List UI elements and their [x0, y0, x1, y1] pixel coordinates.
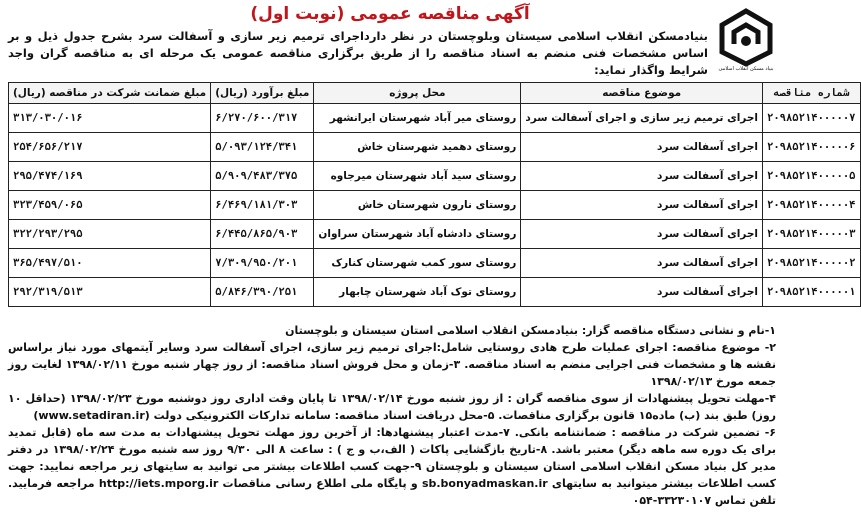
cell-tender-number: ۲۰۹۸۵۲۱۴۰۰۰۰۰۵: [763, 162, 861, 191]
bonyad-maskan-logo-icon: [716, 8, 776, 66]
table-row: [9, 162, 861, 191]
page-title: آگهی مناقصه عمومی (نوبت اول): [250, 4, 530, 24]
table-row: [9, 278, 861, 307]
cell-estimate: ۷/۳۰۹/۹۵۰/۲۰۱: [211, 249, 314, 278]
table-row: [9, 249, 861, 278]
cell-location: روستای دهمید شهرستان خاش: [314, 133, 521, 162]
cell-subject: اجرای ترمیم زیر سازی و اجرای آسفالت سرد: [521, 104, 763, 133]
cell-location: روستای سید آباد شهرستان میرجاوه: [314, 162, 521, 191]
cell-tender-number: ۲۰۹۸۵۲۱۴۰۰۰۰۰۷: [763, 104, 861, 133]
cell-guarantee: ۳۲۲/۲۹۳/۲۹۵: [9, 220, 211, 249]
tender-table: [8, 82, 861, 307]
cell-guarantee: ۲۹۲/۳۱۹/۵۱۳: [9, 278, 211, 307]
cell-estimate: ۵/۹۰۹/۴۸۳/۳۷۵: [211, 162, 314, 191]
cell-subject: اجرای آسفالت سرد: [521, 133, 763, 162]
cell-subject: اجرای آسفالت سرد: [521, 220, 763, 249]
cell-guarantee: ۳۱۳/۰۳۰/۰۱۶: [9, 104, 211, 133]
header-guarantee: مبلغ ضمانت شرکت در مناقصه (ریال): [9, 83, 211, 104]
cell-estimate: ۶/۲۷۰/۶۰۰/۳۱۷: [211, 104, 314, 133]
header-estimate: مبلغ برآورد (ریال): [211, 83, 314, 104]
cell-location: روستای نارون شهرستان خاش: [314, 191, 521, 220]
cell-tender-number: ۲۰۹۸۵۲۱۴۰۰۰۰۰۲: [763, 249, 861, 278]
cell-tender-number: ۲۰۹۸۵۲۱۴۰۰۰۰۰۴: [763, 191, 861, 220]
cell-estimate: ۶/۴۴۵/۸۶۵/۹۰۳: [211, 220, 314, 249]
paragraph-guarantee-and-opening: ۶- تضمین شرکت در مناقصه : ضمانتنامه بانکی. ۷-مدت اعتبار پیشنهادها: از آخرین روز مهلت تحویل پیشنهادات به مدت سه ماه (قابل تمدید برای یک دوره سه ماهه دیگر) معتبر باشد. ۸-تاریخ بازگشایی پاکات ( الف،ب و ج ) : ساعت ۸ الی ۹/۳۰ روز سه شنبه مورخ ۱۳۹۸/۰۲/۲۴ در دفتر مدیر کل بنیاد مسکن انقلاب اسلامی استان سیستان و بلوچستان ۹-جهت کسب اطلاعات بیشتر می توانید به سایتهای زیر مراجعه نمایید: جهت کسب اطلاعات بیشتر میتوانید به سایتهای sb.bonyadmaskan.ir و پایگاه ملی اطلاع رسانی مناقصات http://iets.mporg.ir مراجعه فرمایید. تلفن تماس ۳۳۲۳۰۱۰۷-۰۵۴: [8, 426, 777, 507]
cell-estimate: ۵/۰۹۳/۱۲۴/۳۴۱: [211, 133, 314, 162]
cell-guarantee: ۲۹۵/۴۷۴/۱۶۹: [9, 162, 211, 191]
notice-body: [8, 322, 776, 509]
cell-tender-number: ۲۰۹۸۵۲۱۴۰۰۰۰۰۶: [763, 133, 861, 162]
cell-guarantee: ۳۶۵/۴۹۷/۵۱۰: [9, 249, 211, 278]
cell-subject: اجرای آسفالت سرد: [521, 162, 763, 191]
cell-subject: اجرای آسفالت سرد: [521, 278, 763, 307]
header-tender-number: شماره مناقصه: [763, 83, 861, 104]
paragraph-subject-and-sale: ۲- موضوع مناقصه: اجرای عملیات طرح هادی روستایی شامل:اجرای ترمیم زیر سازی، اجرای آسفالت سرد وسایر آیتمهای مورد نیاز براساس نقشه ها و مشخصات فنی اجرایی منضم به اسناد مناقصه. ۳-زمان و محل فروش اسناد مناقصه: از روز چهار شنبه مورخ ۱۳۹۸/۰۲/۱۱ لغایت روز جمعه مورخ ۱۳۹۸/۰۲/۱۳: [8, 341, 776, 388]
table-row: [9, 220, 861, 249]
logo: [716, 8, 776, 78]
intro-text: بنیادمسکن انقلاب اسلامی سیستان وبلوچستان در نظر دارداجرای ترمیم زیر سازی و آسفالت سرد بشرح جدول ذیل و بر اساس مشخصات فنی منضم به اسناد مناقصه را از طریق برگزاری مناقصه عمومی یک مرحله ای به مناقصه گران واجد شرایط واگذار نماید:: [8, 29, 708, 77]
cell-tender-number: ۲۰۹۸۵۲۱۴۰۰۰۰۰۱: [763, 278, 861, 307]
cell-guarantee: ۳۲۳/۴۵۹/۰۶۵: [9, 191, 211, 220]
header-location: محل پروژه: [314, 83, 521, 104]
table-row: [9, 191, 861, 220]
table-header-row: [9, 83, 861, 104]
cell-location: روستای میر آباد شهرستان ایرانشهر: [314, 104, 521, 133]
table-row: [9, 104, 861, 133]
cell-subject: اجرای آسفالت سرد: [521, 191, 763, 220]
cell-estimate: ۵/۸۴۶/۳۹۰/۲۵۱: [211, 278, 314, 307]
paragraph-deadline: ۴-مهلت تحویل پیشنهادات از سوی مناقصه گران : از روز شنبه مورخ ۱۳۹۸/۰۲/۱۴ تا پایان وقت اداری روز دوشنبه مورخ ۱۳۹۸/۰۲/۲۳ (حداقل ۱۰ روز) طبق بند (ب) ماده۱۵ قانون برگزاری مناقصات. ۵-محل دریافت اسناد مناقصه: سامانه تدارکات الکترونیکی دولت (www.setadiran.ir): [8, 392, 776, 422]
table-row: [9, 133, 861, 162]
header-subject: موضوع مناقصه: [521, 83, 763, 104]
logo-caption: بنیاد مسکن انقلاب اسلامی: [718, 66, 774, 72]
cell-location: روستای دادشاه آباد شهرستان سراوان: [314, 220, 521, 249]
paragraph-organizer: ۱-نام و نشانی دستگاه مناقصه گزار: بنیادمسکن انقلاب اسلامی استان سیستان و بلوچستان: [285, 324, 776, 337]
cell-tender-number: ۲۰۹۸۵۲۱۴۰۰۰۰۰۳: [763, 220, 861, 249]
cell-location: روستای توک آباد شهرستان چابهار: [314, 278, 521, 307]
cell-guarantee: ۲۵۴/۶۵۶/۲۱۷: [9, 133, 211, 162]
cell-estimate: ۶/۴۶۹/۱۸۱/۳۰۳: [211, 191, 314, 220]
cell-location: روستای سور کمب شهرستان کنارک: [314, 249, 521, 278]
cell-subject: اجرای آسفالت سرد: [521, 249, 763, 278]
